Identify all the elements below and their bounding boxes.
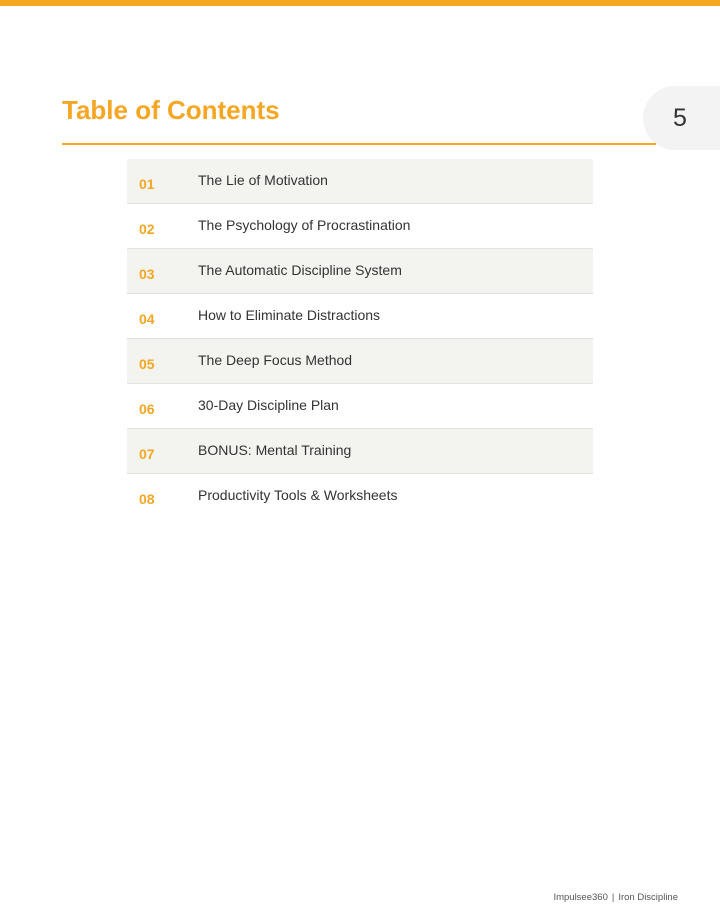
toc-entry-title: The Lie of Motivation [198,171,328,188]
toc-entry-number: 08 [139,490,155,507]
footer-separator: | [611,892,615,903]
page-number: 5 [673,103,687,132]
toc-entry-number: 03 [139,265,155,282]
table-of-contents [127,159,593,518]
footer-brand: Impulsee360 [553,892,608,903]
title-divider [62,143,656,145]
toc-entry-number: 01 [139,175,155,192]
toc-entry-title: 30-Day Discipline Plan [198,396,339,413]
toc-entry-number: 02 [139,220,155,237]
toc-entry-title: How to Eliminate Distractions [198,306,381,323]
toc-entry-number: 05 [139,355,155,372]
toc-entry[interactable] [127,474,593,518]
toc-entry[interactable] [127,429,593,474]
toc-entry-number: 06 [139,400,155,417]
page-footer [553,892,678,903]
toc-entry[interactable] [127,384,593,429]
footer-book-title: Iron Discipline [618,892,678,903]
page-title: Table of Contents [62,95,280,125]
toc-entry-title: BONUS: Mental Training [198,441,352,458]
toc-entry[interactable] [127,204,593,249]
top-accent-bar [0,0,720,6]
toc-entry-title: Productivity Tools & Worksheets [198,486,398,503]
toc-entry[interactable] [127,249,593,294]
toc-entry-number: 04 [139,310,155,327]
toc-entry[interactable] [127,294,593,339]
toc-entry[interactable] [127,159,593,204]
toc-entry-title: The Psychology of Procrastination [198,216,411,233]
toc-entry-number: 07 [139,445,155,462]
page-number-tab [643,86,720,150]
toc-entry-title: The Deep Focus Method [198,351,353,368]
toc-entry[interactable] [127,339,593,384]
toc-entry-title: The Automatic Discipline System [198,261,402,278]
